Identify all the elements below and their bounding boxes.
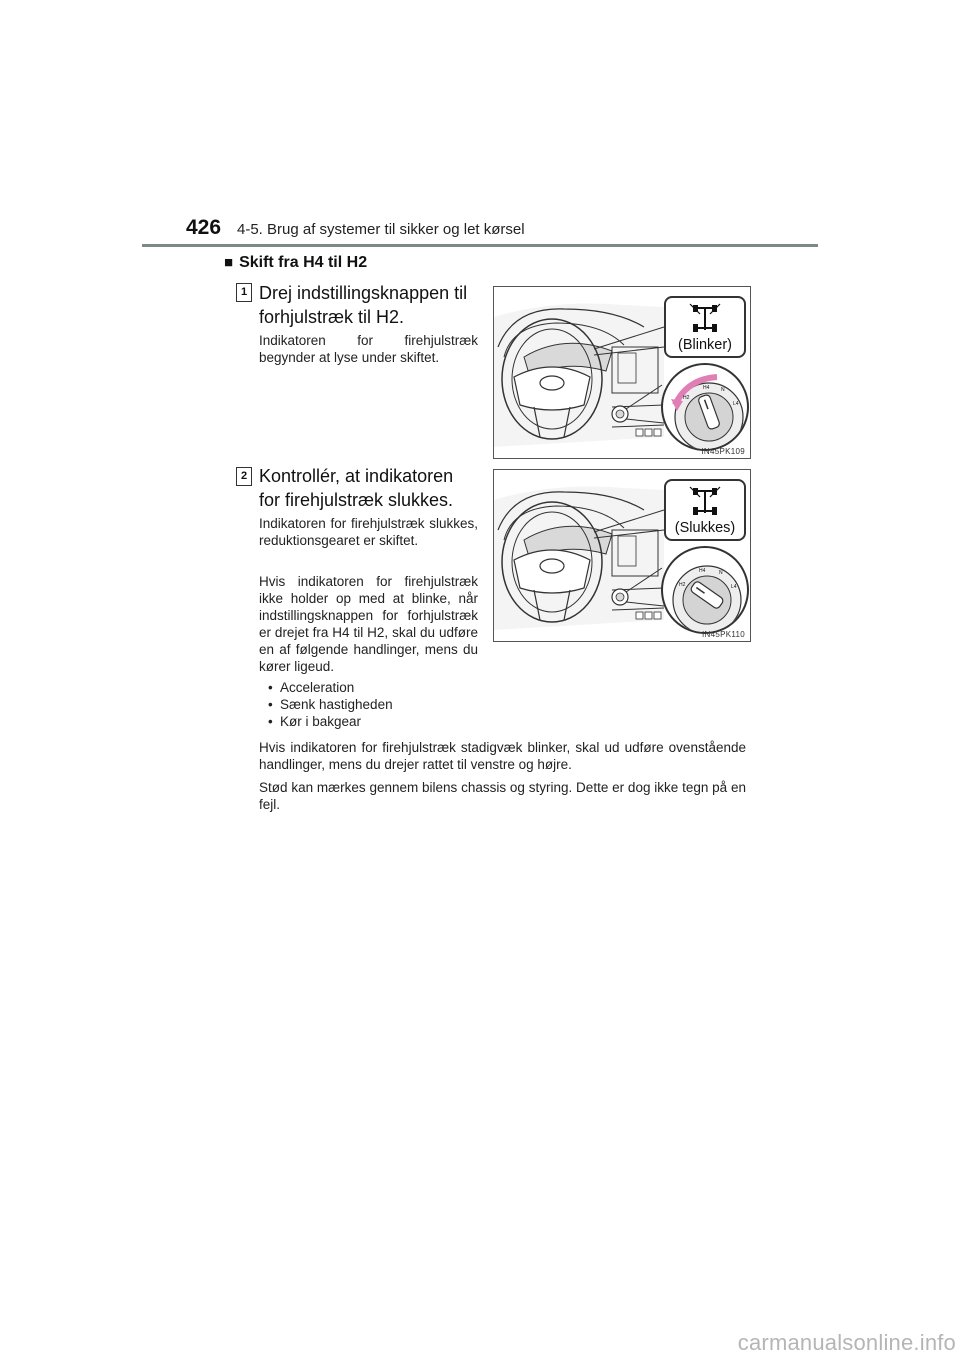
chapter-title: 4-5. Brug af systemer til sikker og let kørsel [237,221,525,238]
dial-label-h4: H4 [699,568,706,574]
indicator-callout-1 [664,296,746,358]
action-list [268,679,393,730]
section-bullet: ■ [224,254,234,271]
indicator-status-label-1: (Blinker) [678,337,732,353]
dial-label-h2: H2 [679,582,686,588]
dial-illustration-1 [663,365,747,449]
figure-code-2: IN45PK110 [701,630,745,639]
figure-step-1 [493,286,751,459]
dial-label-h4: H4 [703,385,710,391]
four-wheel-drive-icon [666,485,744,521]
list-item: • Sænk hastigheden [268,697,393,712]
header-rule [142,244,818,247]
dial-label-l4: L4 [733,401,739,407]
step-1-text: Indikatoren for firehjulstræk begynder at lyse under skiftet. [259,333,478,365]
dial-label-h2: H2 [683,395,690,401]
step-2-text-2: Hvis indikatoren for firehjulstræk ikke holder op med at blinke, når indstillingsknappen for forhjulstræk er drejet fra H4 til H2, skal du udføre en af følgende handlinger, mens du kører ligeud. [259,574,478,674]
indicator-callout-2 [664,479,746,541]
four-wheel-drive-icon [666,302,744,338]
step-badge-1: 1 [236,283,252,302]
dial-label-n: N [719,570,723,576]
dial-label-l4: L4 [731,584,737,590]
figure-code-1: IN45PK109 [701,447,745,456]
section-heading-text: Skift fra H4 til H2 [239,254,368,271]
page-number: 426 [186,216,222,239]
step-badge-2: 2 [236,467,252,486]
list-item: • Kør i bakgear [268,714,362,729]
section-heading [224,254,367,272]
figure-step-2 [493,469,751,642]
after-paragraph-1: Hvis indikatoren for firehjulstræk stadigvæk blinker, skal ud udføre ovenstående handlinger, mens du drejer rattet til venstre og højre. [259,740,746,772]
step-2-text: Indikatoren for firehjulstræk slukkes, reduktionsgearet er skiftet. [259,516,478,548]
after-paragraph-2: Stød kan mærkes gennem bilens chassis og styring. Dette er dog ikke tegn på en fejl. [259,780,746,812]
step-2-title: Kontrollér, at indikatoren for firehjulstræk slukkes. [259,466,454,510]
drive-mode-knob-2 [661,546,749,634]
list-item: • Acceleration [268,680,355,695]
watermark[interactable]: carmanualsonline.info [737,1330,956,1355]
dial-label-n: N [721,387,725,393]
drive-mode-knob-1 [661,363,749,451]
step-1-title: Drej indstillingsknappen til forhjulstræk til H2. [259,283,468,327]
indicator-status-label-2: (Slukkes) [674,520,736,536]
dial-illustration-2 [663,548,747,632]
